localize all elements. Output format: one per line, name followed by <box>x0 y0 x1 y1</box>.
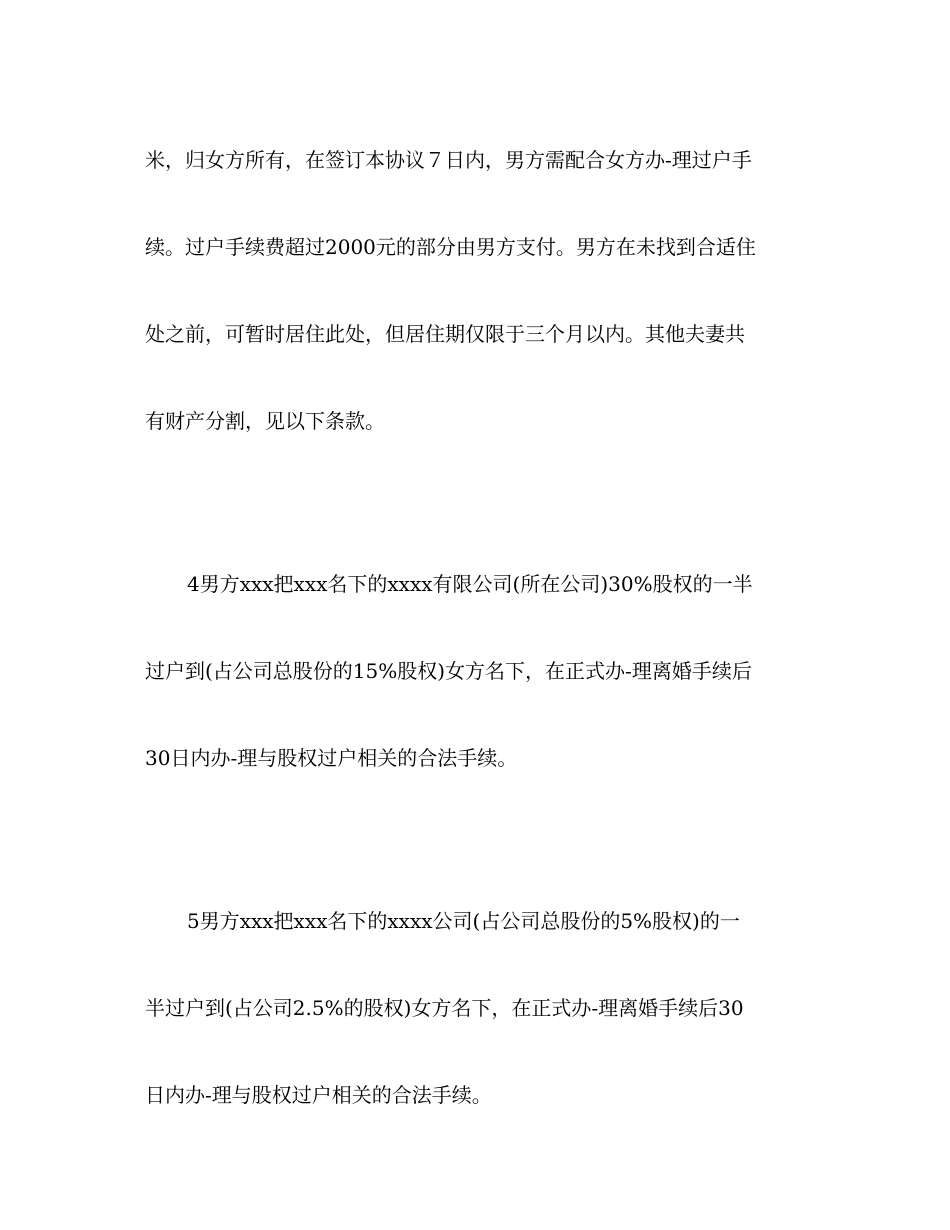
document-body <box>145 137 807 1118</box>
paragraph-clause-5 <box>145 898 807 1118</box>
text-line: 续。过户手续费超过2000元的部分由男方支付。男方在未找到合适住 <box>145 235 756 259</box>
text-line: 5男方xxx把xxx名下的xxxx公司(占公司总股份的5%股权)的一 <box>187 909 740 933</box>
paragraph-property-division <box>145 137 807 444</box>
paragraph-spacer <box>145 444 807 561</box>
text-line: 处之前，可暂时居住此处，但居住期仅限于三个月以内。其他夫妻共 <box>145 322 745 346</box>
text-line: 半过户到(占公司2.5%的股权)女方名下，在正式办-理离婚手续后30 <box>145 996 744 1020</box>
text-line: 4男方xxx把xxx名下的xxxx有限公司(所在公司)30%股权的一半 <box>187 572 753 596</box>
paragraph-clause-4 <box>145 561 807 781</box>
text-line: 米，归女方所有，在签订本协议７日内，男方需配合女方办-理过户手 <box>145 148 752 172</box>
text-line: 日内办-理与股权过户相关的合法手续。 <box>145 1083 492 1107</box>
text-line: 有财产分割，见以下条款。 <box>145 409 385 433</box>
text-line: 过户到(占公司总股份的15%股权)女方名下，在正式办-理离婚手续后 <box>145 659 752 683</box>
text-line: 30日内办-理与股权过户相关的合法手续。 <box>145 746 518 770</box>
paragraph-spacer <box>145 781 807 898</box>
